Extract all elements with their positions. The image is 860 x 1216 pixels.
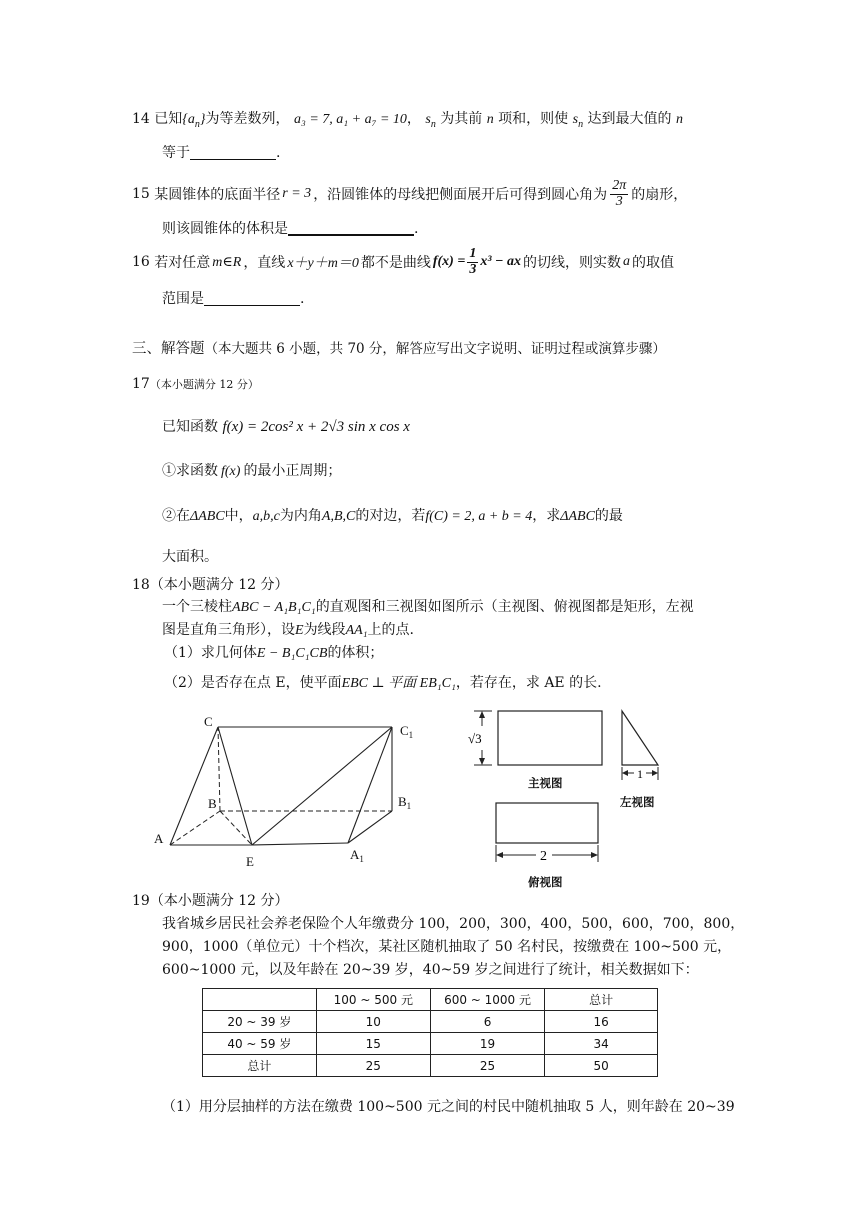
sequence-conditions: a₃ = 7, a₁ + a₇ = 10 [293,112,407,127]
top-width-label: 2 [540,849,547,864]
table-row [203,1033,658,1055]
edge-A1C1 [348,727,392,843]
question-14-line-1: 14 已知$\{a_n\}$为等差数列， a₃ = 7, a₁ + a₇ = 10， $s_n$ 为其前 n 项和，则使 $s_n$ 达到最大值的 n [132,111,683,130]
question-number: 17 [132,376,150,392]
table-header-cell: 100 ~ 500 元 [316,989,430,1011]
question-19-header [132,890,289,910]
question-number: 14 [132,111,150,127]
question-17-function: 已知函数 f(x) = 2cos² x + 2√3 sin x cos x [162,419,410,435]
question-number: 15 [132,186,150,202]
hidden-edge-BC [218,727,220,811]
question-19-line-3: 600~1000 元，以及年龄在 20~39 岁，40~59 岁之间进行了统计，相关数据如下： [162,962,699,978]
label-B1: $B_1$ [398,794,412,811]
question-18-line-1: 一个三棱柱ABC − A₁B₁C₁的直观图和三视图如图所示（主视图、俯视图都是矩形，左视 [162,599,694,615]
label-C: C [204,714,213,729]
radius-condition: r = 3 [282,186,312,201]
label-C1: $C_1$ [400,723,414,740]
side-width-label: 1 [637,767,643,781]
side-view [614,706,668,786]
question-19-line-1: 我省城乡居民社会养老保险个人年缴费分 100，200，300，400，500，600，700，800， [162,916,745,932]
table-header-row [203,989,658,1011]
section-heading: 三、解答题（本大题共 6 小题，共 70 分，解答应写出文字说明、证明过程或演算步骤） [132,341,666,357]
question-15-line-2: 则该圆锥体的体积是 . [162,221,419,237]
score-note: （本小题满分 12 分） [149,577,289,593]
question-17-part-2-cont: 大面积。 [162,549,218,565]
question-18-part-1: （1）求几何体E − B₁C₁CB的体积； [164,645,384,661]
prism-figure [140,710,440,870]
front-view-caption: 主视图 [528,776,563,790]
front-height-label: √3 [468,731,482,746]
side-view-caption: 左视图 [620,795,655,809]
table-cell: 19 [430,1033,544,1055]
question-16-line-1: 16 若对任意 m∈R ，直线 x＋y＋m＝0 都不是曲线 f(x) = $\frac{1}{3}$ x³ − ax 的切线，则实数 a 的取值 [132,245,675,277]
table-cell: 34 [545,1033,658,1055]
answer-blank[interactable] [190,145,276,160]
table-header-cell: 总计 [545,989,658,1011]
table-cell: 总计 [203,1055,317,1077]
table-cell: 50 [545,1055,658,1077]
top-view-rect [496,803,598,843]
curve-function: f(x) = $\frac{1}{3}$ x³ − ax [432,245,522,277]
question-number: 19 [132,893,150,909]
top-view [488,798,608,868]
table-cell: 25 [430,1055,544,1077]
side-view-triangle [622,711,658,765]
edge-AC [170,727,218,845]
question-18-part-2: （2）是否存在点 E，使平面EBC ⊥ 平面 EB₁C₁，若存在，求 AE 的长. [164,675,602,691]
question-19-line-2: 900，1000（单位元）十个档次，某社区随机抽取了 50 名村民，按缴费在 100~500 元， [162,939,732,955]
table-cell: 15 [316,1033,430,1055]
front-view-rect [498,711,602,765]
answer-blank[interactable] [288,220,414,236]
table-header-cell: 600 ~ 1000 元 [430,989,544,1011]
edge-EC1 [252,727,392,845]
question-number: 18 [132,577,150,593]
question-16-line-2: 范围是 . [162,291,305,307]
question-15-line-1: 15 某圆锥体的底面半径 r = 3 ，沿圆锥体的母线把侧面展开后可得到圆心角为 $\frac{2\pi}{3}$ 的扇形， [132,177,688,209]
answer-blank[interactable] [204,291,300,306]
label-A: A [154,831,164,846]
label-E: E [246,854,254,869]
question-number: 16 [132,254,150,270]
stats-table [202,988,658,1077]
table-cell: 6 [430,1011,544,1033]
label-B: B [208,796,217,811]
angle-fraction: $\frac{2\pi}{3}$ [612,177,627,209]
table-row [203,1055,658,1077]
edge-CE [218,727,252,845]
question-14-line-2: 等于 . [162,145,281,161]
table-row [203,1011,658,1033]
label-A1: $A_1$ [350,847,364,864]
score-note: （本小题满分 12 分） [149,378,259,391]
table-cell: 25 [316,1055,430,1077]
question-18-header [132,574,289,594]
question-18-line-2: 图是直角三角形），设E为线段AA₁上的点. [162,622,414,638]
table-cell: 20 ~ 39 岁 [203,1011,317,1033]
table-cell: 16 [545,1011,658,1033]
table-cell: 10 [316,1011,430,1033]
table-cell: 40 ~ 59 岁 [203,1033,317,1055]
question-17-part-2: ②在ΔABC中，a,b,c为内角A,B,C的对边，若f(C) = 2, a + b = 4，求ΔABC的最 [162,508,623,524]
top-view-caption: 俯视图 [528,875,563,889]
question-19-part-1: （1）用分层抽样的方法在缴费 100~500 元之间的村民中随机抽取 5 人，则年龄在 20~39 [162,1099,735,1115]
score-note: （本小题满分 12 分） [149,893,289,909]
table-header-cell [203,989,317,1011]
question-17-part-1: ①求函数 f(x) 的最小正周期； [162,463,342,479]
question-17-header [132,376,259,392]
edge-EA1 [252,843,348,845]
